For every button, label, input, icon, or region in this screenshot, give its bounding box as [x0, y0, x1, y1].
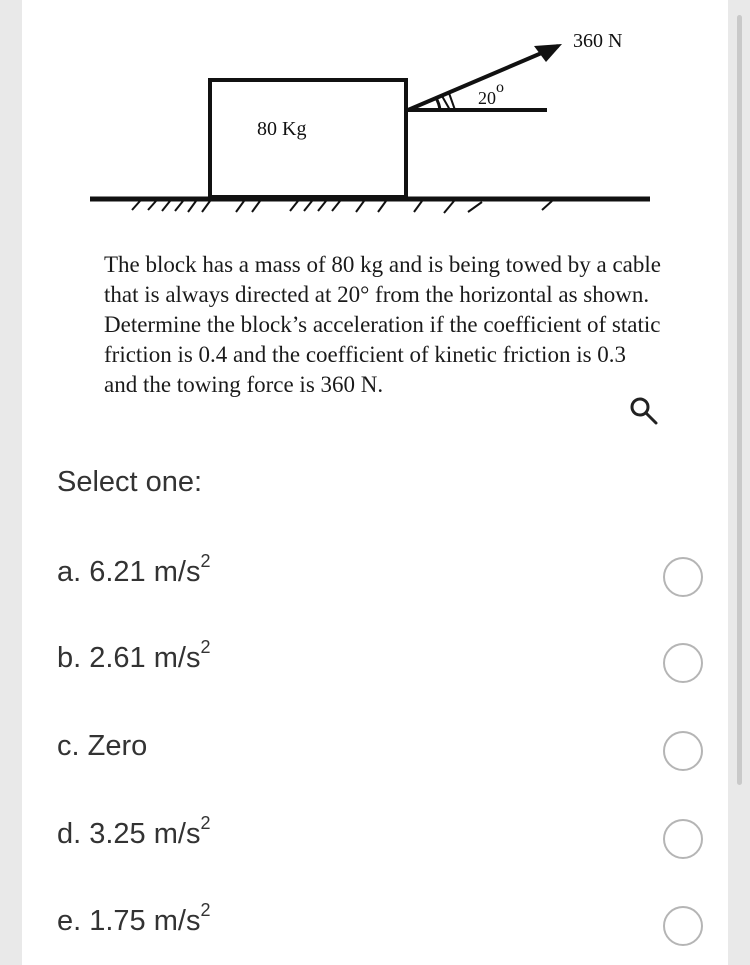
option-c[interactable] — [22, 718, 728, 778]
scrollbar[interactable] — [737, 15, 742, 785]
angle-label — [478, 79, 504, 109]
option-c-label: c. Zero — [57, 730, 148, 762]
radio-button-icon[interactable] — [663, 819, 703, 859]
degree-symbol: o — [496, 79, 504, 96]
mass-label: 80 Kg — [257, 118, 307, 140]
radio-button-icon[interactable] — [663, 643, 703, 683]
physics-diagram — [22, 0, 728, 245]
option-a-label: a. 6.21 $m/s^2$ — [57, 551, 211, 588]
question-card — [22, 0, 728, 965]
block — [210, 80, 406, 197]
option-e-label: e. 1.75 $m/s^2$ — [57, 900, 211, 937]
option-b[interactable] — [22, 630, 728, 690]
option-d-label: d. 3.25 $m/s^2$ — [57, 813, 211, 850]
select-one-label: Select one: — [57, 466, 203, 498]
radio-button-icon[interactable] — [663, 731, 703, 771]
force-label: 360 N — [573, 30, 623, 52]
option-a[interactable] — [22, 544, 728, 604]
option-b-label: b. 2.61 $m/s^2$ — [57, 637, 211, 674]
radio-button-icon[interactable] — [663, 906, 703, 946]
question-text: The block has a mass of 80 kg and is being towed by a cable that is always directed at 20° from the horizontal as shown. Determine the block’s acceleration if the coefficient of static friction is 0.4 and the coefficient of kinetic friction is 0.3 and the towing force is 360 N. — [104, 252, 661, 397]
option-d[interactable] — [22, 806, 728, 866]
angle-value: 20 — [478, 88, 496, 108]
option-e[interactable] — [22, 893, 728, 953]
radio-button-icon[interactable] — [663, 557, 703, 597]
ground-hatching — [132, 201, 552, 213]
magnifier-icon[interactable] — [624, 390, 660, 435]
